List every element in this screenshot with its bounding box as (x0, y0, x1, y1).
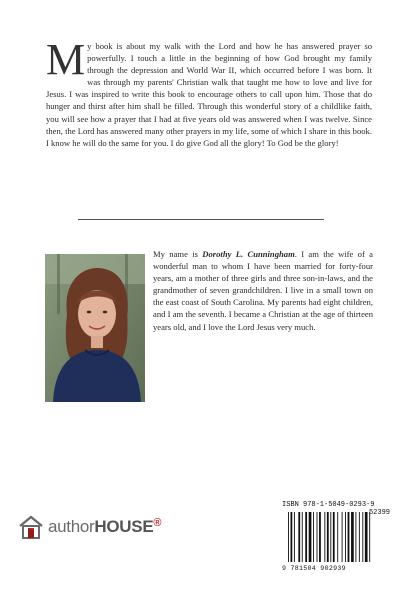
back-cover-blurb (46, 35, 372, 149)
divider (78, 219, 324, 220)
registered-mark: ® (153, 517, 162, 529)
publisher-logo (18, 512, 161, 542)
drop-cap: M (46, 35, 86, 84)
blurb-text: y book is about my walk with the Lord and how he has answered prayer so powerfully. I touch a little in the beginning of how God brought my family through the depression and World War II, which occurred before I was born. It was through my parents' Christian walk that taught me how to love and live for Jesus. I was inspired to write this book to encourage others to call upon him. Those that do hunger and thirst after him shall be filled. Through this wonderful story of a childlike faith, you will see how a prayer that I had at five years old was answered when I was twelve. Since then, the Lord has answered many other prayers in my life, some of which I share in this book. I know he will do the same for you. I do give God all the glory! To God be the glory! (46, 41, 372, 148)
barcode-area (278, 499, 394, 576)
bio-text: . I am the wife of a wonderful man to whom I have been married for forty-four years, am a mother of three girls and three son-in-laws, and the grandmother of seven grandchildren. I live in a small town on the east coast of South Carolina. My parents had eight children, and I am the seventh. I became a Christian at the age of thirteen years old, and I love the Lord Jesus very much. (153, 249, 373, 332)
publisher-name-bold: HOUSE (94, 517, 154, 536)
house-door-icon (18, 514, 44, 540)
publisher-name (48, 517, 161, 537)
price-code: 52399 (368, 509, 390, 517)
barcode-bars (286, 512, 386, 564)
bio-lead: My name is (153, 249, 203, 259)
author-bio (153, 248, 373, 333)
author-name: Dorothy L. Cunningham (202, 249, 295, 259)
author-photo (45, 254, 145, 402)
barcode-number: 9 781504 902939 (282, 565, 346, 572)
isbn-label: ISBN 978-1-5049-0293-9 (282, 501, 375, 509)
author-portrait-image (45, 254, 145, 402)
publisher-name-light: author (48, 517, 95, 536)
